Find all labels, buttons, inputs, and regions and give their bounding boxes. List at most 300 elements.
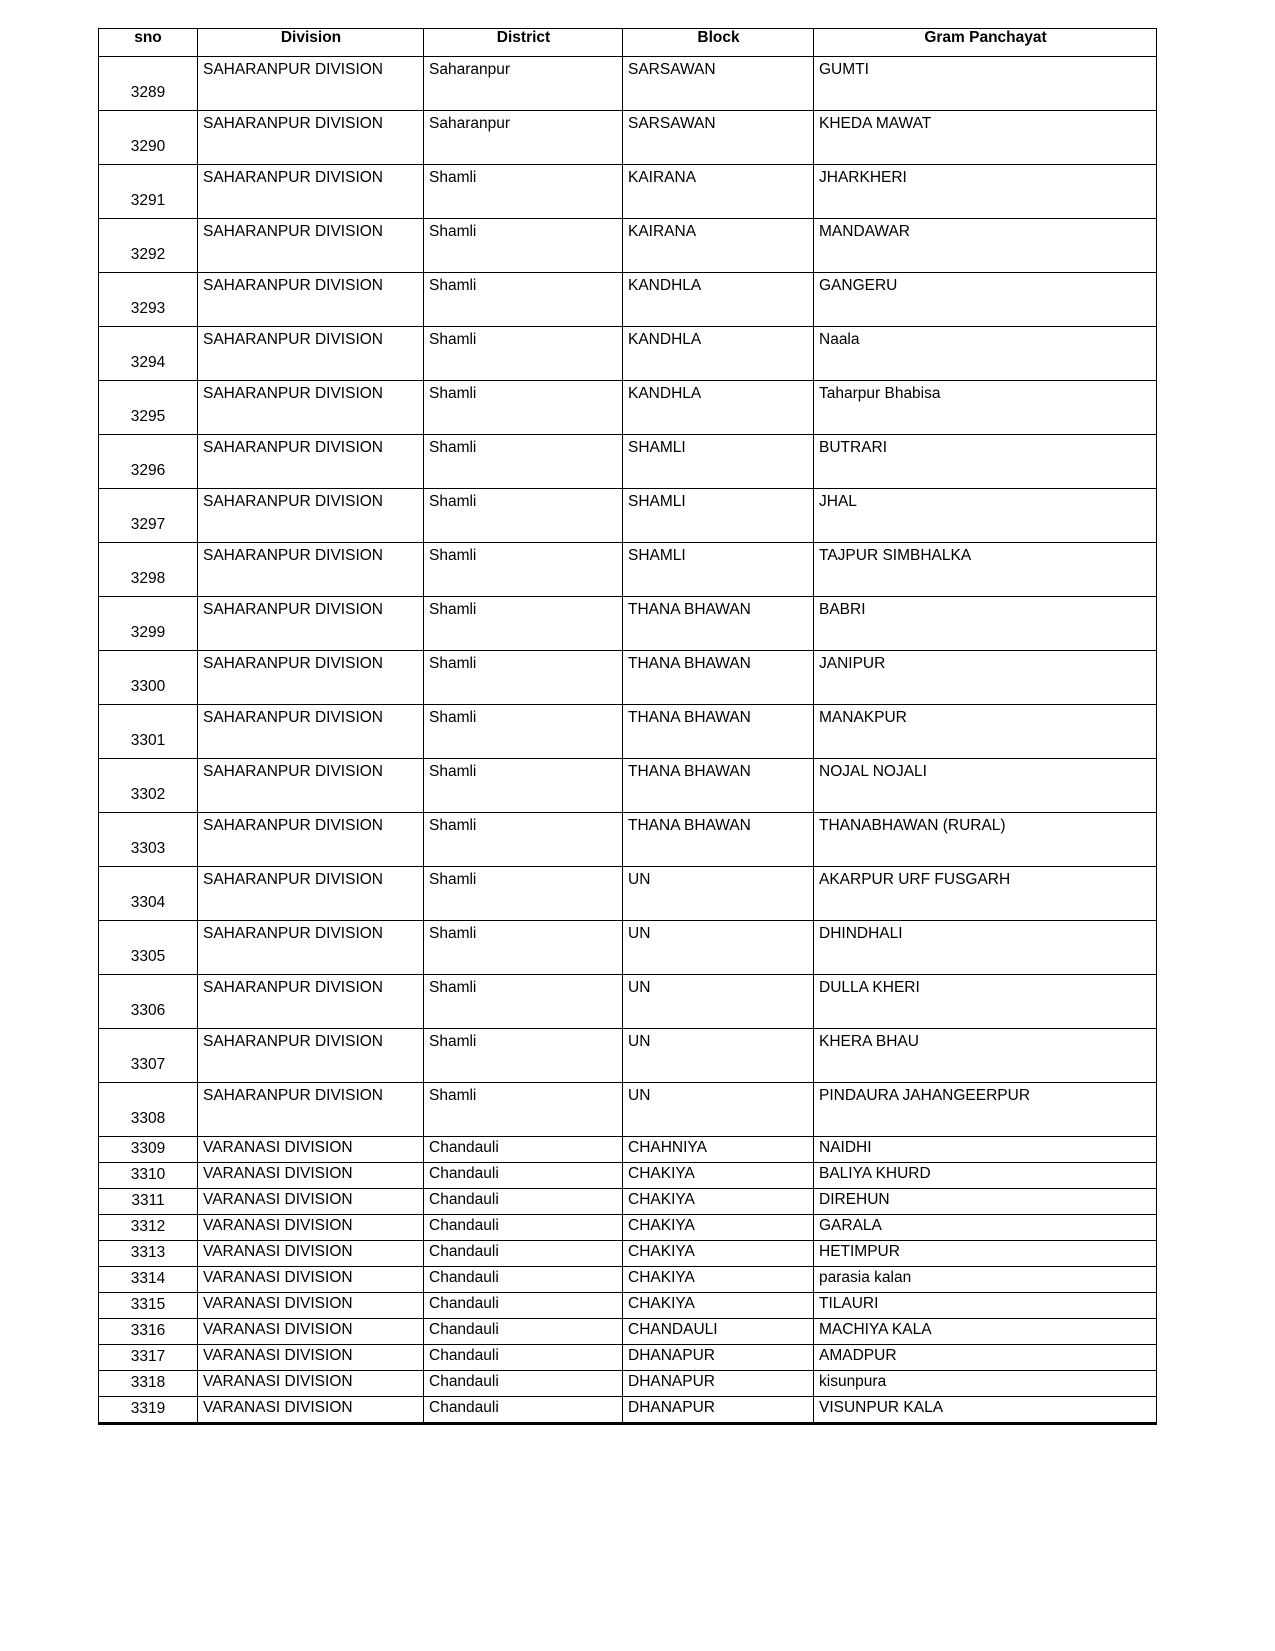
- table-row: [99, 597, 1157, 651]
- cell-block-text: DHANAPUR: [628, 1347, 715, 1364]
- table-body: [99, 57, 1157, 1424]
- cell-sno-text: 3312: [130, 1218, 166, 1236]
- table-row: [99, 1241, 1157, 1267]
- table-row: [99, 327, 1157, 381]
- cell-block: [623, 597, 814, 651]
- cell-district-text: Chandauli: [429, 1243, 499, 1260]
- cell-block: [623, 273, 814, 327]
- cell-division-text: SAHARANPUR DIVISION: [203, 925, 384, 942]
- cell-district-text: Chandauli: [429, 1347, 499, 1364]
- cell-block: [623, 489, 814, 543]
- cell-division-text: SAHARANPUR DIVISION: [203, 169, 384, 186]
- cell-gram-panchayat-text: MANDAWAR: [819, 223, 910, 240]
- cell-district: [424, 1137, 623, 1163]
- cell-division: [198, 867, 424, 921]
- cell-block: [623, 1267, 814, 1293]
- cell-block-text: CHANDAULI: [628, 1321, 718, 1338]
- table-row: [99, 759, 1157, 813]
- cell-sno: [99, 1189, 198, 1215]
- cell-division-text: SAHARANPUR DIVISION: [203, 763, 384, 780]
- cell-division: [198, 813, 424, 867]
- cell-gram-panchayat-text: VISUNPUR KALA: [819, 1399, 944, 1416]
- cell-gram-panchayat-text: GUMTI: [819, 61, 869, 78]
- table-row: [99, 1215, 1157, 1241]
- table-row: [99, 489, 1157, 543]
- cell-sno: [99, 921, 198, 975]
- cell-block: [623, 921, 814, 975]
- cell-sno-text: 3295: [130, 408, 166, 426]
- column-header-division-label: Division: [280, 29, 342, 46]
- cell-gram-panchayat-text: AMADPUR: [819, 1347, 897, 1364]
- cell-district-text: Chandauli: [429, 1321, 499, 1338]
- cell-gram-panchayat: [814, 1163, 1157, 1189]
- cell-district-text: Shamli: [429, 925, 477, 942]
- cell-sno-text: 3305: [130, 948, 166, 966]
- table-row: [99, 705, 1157, 759]
- cell-division-text: SAHARANPUR DIVISION: [203, 115, 384, 132]
- table-row: [99, 111, 1157, 165]
- cell-block-text: SARSAWAN: [628, 115, 716, 132]
- cell-district-text: Shamli: [429, 439, 477, 456]
- cell-division: [198, 921, 424, 975]
- cell-block-text: CHAKIYA: [628, 1269, 695, 1286]
- cell-gram-panchayat-text: parasia kalan: [819, 1269, 912, 1286]
- cell-gram-panchayat-text: MANAKPUR: [819, 709, 907, 726]
- cell-gram-panchayat-text: GANGERU: [819, 277, 898, 294]
- cell-district-text: Shamli: [429, 871, 477, 888]
- cell-district: [424, 1267, 623, 1293]
- column-header-sno-label: sno: [134, 29, 162, 46]
- cell-sno: [99, 1163, 198, 1189]
- cell-district-text: Chandauli: [429, 1139, 499, 1156]
- cell-gram-panchayat: [814, 1397, 1157, 1424]
- cell-gram-panchayat-text: kisunpura: [819, 1373, 887, 1390]
- cell-sno-text: 3309: [130, 1140, 166, 1158]
- cell-gram-panchayat: [814, 1267, 1157, 1293]
- cell-division: [198, 165, 424, 219]
- cell-division-text: VARANASI DIVISION: [203, 1347, 353, 1364]
- cell-gram-panchayat: [814, 435, 1157, 489]
- cell-district: [424, 57, 623, 111]
- cell-sno: [99, 1293, 198, 1319]
- cell-gram-panchayat: [814, 867, 1157, 921]
- cell-block-text: SHAMLI: [628, 547, 686, 564]
- cell-block: [623, 813, 814, 867]
- cell-district-text: Chandauli: [429, 1217, 499, 1234]
- column-header-division: [198, 29, 424, 57]
- cell-gram-panchayat-text: BABRI: [819, 601, 866, 618]
- cell-sno: [99, 165, 198, 219]
- cell-gram-panchayat: [814, 273, 1157, 327]
- cell-division: [198, 1293, 424, 1319]
- cell-sno-text: 3313: [130, 1244, 166, 1262]
- cell-district-text: Shamli: [429, 493, 477, 510]
- cell-district: [424, 111, 623, 165]
- cell-division: [198, 597, 424, 651]
- cell-gram-panchayat: [814, 1137, 1157, 1163]
- cell-gram-panchayat-text: BUTRARI: [819, 439, 888, 456]
- cell-block-text: CHAKIYA: [628, 1191, 695, 1208]
- cell-block-text: UN: [628, 871, 651, 888]
- cell-division-text: VARANASI DIVISION: [203, 1191, 353, 1208]
- cell-division-text: SAHARANPUR DIVISION: [203, 709, 384, 726]
- cell-sno: [99, 57, 198, 111]
- cell-gram-panchayat-text: JANIPUR: [819, 655, 886, 672]
- cell-division: [198, 219, 424, 273]
- table-row: [99, 435, 1157, 489]
- cell-sno-text: 3294: [130, 354, 166, 372]
- cell-sno-text: 3310: [130, 1166, 166, 1184]
- cell-block-text: KAIRANA: [628, 223, 697, 240]
- cell-division-text: SAHARANPUR DIVISION: [203, 655, 384, 672]
- cell-division: [198, 759, 424, 813]
- cell-block-text: SHAMLI: [628, 439, 686, 456]
- cell-sno: [99, 867, 198, 921]
- cell-gram-panchayat: [814, 165, 1157, 219]
- cell-division: [198, 273, 424, 327]
- cell-block: [623, 1215, 814, 1241]
- cell-district: [424, 651, 623, 705]
- cell-block: [623, 759, 814, 813]
- cell-district-text: Shamli: [429, 601, 477, 618]
- table-row: [99, 1371, 1157, 1397]
- table-row: [99, 165, 1157, 219]
- cell-district-text: Chandauli: [429, 1295, 499, 1312]
- table-row: [99, 219, 1157, 273]
- table-row: [99, 1083, 1157, 1137]
- cell-sno-text: 3314: [130, 1270, 166, 1288]
- table-row: [99, 867, 1157, 921]
- cell-sno-text: 3307: [130, 1056, 166, 1074]
- cell-gram-panchayat: [814, 921, 1157, 975]
- cell-sno: [99, 111, 198, 165]
- cell-block-text: CHAKIYA: [628, 1165, 695, 1182]
- cell-division-text: VARANASI DIVISION: [203, 1165, 353, 1182]
- cell-district-text: Shamli: [429, 655, 477, 672]
- cell-block: [623, 1319, 814, 1345]
- table-row: [99, 1137, 1157, 1163]
- cell-district: [424, 705, 623, 759]
- table-row: [99, 57, 1157, 111]
- cell-block-text: CHAKIYA: [628, 1217, 695, 1234]
- cell-division-text: SAHARANPUR DIVISION: [203, 601, 384, 618]
- cell-district-text: Shamli: [429, 547, 477, 564]
- cell-division: [198, 1029, 424, 1083]
- cell-gram-panchayat-text: MACHIYA KALA: [819, 1321, 932, 1338]
- cell-sno-text: 3316: [130, 1322, 166, 1340]
- cell-block-text: UN: [628, 979, 651, 996]
- cell-block-text: KANDHLA: [628, 385, 702, 402]
- cell-block: [623, 1371, 814, 1397]
- column-header-district-label: District: [496, 29, 551, 46]
- cell-block-text: CHAHNIYA: [628, 1139, 707, 1156]
- cell-gram-panchayat: [814, 543, 1157, 597]
- cell-block: [623, 975, 814, 1029]
- cell-division: [198, 543, 424, 597]
- cell-gram-panchayat: [814, 57, 1157, 111]
- cell-gram-panchayat-text: KHERA BHAU: [819, 1033, 919, 1050]
- cell-sno: [99, 273, 198, 327]
- cell-division: [198, 1137, 424, 1163]
- cell-block: [623, 1397, 814, 1424]
- cell-sno: [99, 1029, 198, 1083]
- cell-block-text: THANA BHAWAN: [628, 709, 751, 726]
- cell-district: [424, 543, 623, 597]
- column-header-block-label: Block: [697, 29, 740, 46]
- cell-block: [623, 543, 814, 597]
- cell-gram-panchayat: [814, 1371, 1157, 1397]
- cell-gram-panchayat-text: HETIMPUR: [819, 1243, 900, 1260]
- cell-district-text: Shamli: [429, 763, 477, 780]
- cell-sno-text: 3297: [130, 516, 166, 534]
- cell-sno: [99, 975, 198, 1029]
- cell-block: [623, 381, 814, 435]
- table-row: [99, 273, 1157, 327]
- cell-gram-panchayat-text: GARALA: [819, 1217, 882, 1234]
- cell-block: [623, 435, 814, 489]
- cell-district: [424, 759, 623, 813]
- cell-district: [424, 165, 623, 219]
- cell-division: [198, 435, 424, 489]
- cell-gram-panchayat: [814, 1029, 1157, 1083]
- table-row: [99, 1319, 1157, 1345]
- cell-district-text: Shamli: [429, 1087, 477, 1104]
- cell-division: [198, 381, 424, 435]
- cell-division-text: SAHARANPUR DIVISION: [203, 61, 384, 78]
- cell-sno: [99, 705, 198, 759]
- column-header-gram-panchayat: [814, 29, 1157, 57]
- cell-district-text: Shamli: [429, 1033, 477, 1050]
- cell-sno-text: 3302: [130, 786, 166, 804]
- cell-division-text: SAHARANPUR DIVISION: [203, 439, 384, 456]
- cell-block: [623, 1345, 814, 1371]
- cell-gram-panchayat-text: DIREHUN: [819, 1191, 890, 1208]
- cell-sno-text: 3291: [130, 192, 166, 210]
- cell-block: [623, 1083, 814, 1137]
- cell-sno: [99, 1241, 198, 1267]
- cell-gram-panchayat: [814, 489, 1157, 543]
- cell-district: [424, 1397, 623, 1424]
- cell-division: [198, 489, 424, 543]
- cell-district: [424, 597, 623, 651]
- cell-district: [424, 1345, 623, 1371]
- table-row: [99, 381, 1157, 435]
- cell-block: [623, 1293, 814, 1319]
- cell-sno-text: 3317: [130, 1348, 166, 1366]
- cell-division: [198, 1189, 424, 1215]
- table-header-row: [99, 29, 1157, 57]
- cell-district: [424, 1241, 623, 1267]
- cell-block-text: CHAKIYA: [628, 1295, 695, 1312]
- cell-district-text: Chandauli: [429, 1269, 499, 1286]
- cell-division-text: SAHARANPUR DIVISION: [203, 223, 384, 240]
- cell-division-text: SAHARANPUR DIVISION: [203, 871, 384, 888]
- cell-gram-panchayat: [814, 813, 1157, 867]
- cell-gram-panchayat: [814, 1241, 1157, 1267]
- cell-sno: [99, 651, 198, 705]
- cell-sno: [99, 1319, 198, 1345]
- cell-gram-panchayat: [814, 1215, 1157, 1241]
- cell-block-text: DHANAPUR: [628, 1373, 715, 1390]
- cell-sno-text: 3311: [131, 1192, 165, 1210]
- table-header: [99, 29, 1157, 57]
- cell-gram-panchayat-text: AKARPUR URF FUSGARH: [819, 871, 1011, 888]
- cell-sno-text: 3298: [130, 570, 166, 588]
- cell-division: [198, 1371, 424, 1397]
- cell-gram-panchayat: [814, 327, 1157, 381]
- cell-gram-panchayat: [814, 111, 1157, 165]
- cell-gram-panchayat-text: NAIDHI: [819, 1139, 872, 1156]
- cell-block: [623, 219, 814, 273]
- cell-district: [424, 273, 623, 327]
- cell-district: [424, 1083, 623, 1137]
- cell-block-text: SARSAWAN: [628, 61, 716, 78]
- cell-division: [198, 111, 424, 165]
- cell-sno: [99, 327, 198, 381]
- cell-block-text: KANDHLA: [628, 331, 702, 348]
- cell-block: [623, 1241, 814, 1267]
- cell-sno-text: 3292: [130, 246, 166, 264]
- column-header-gram-panchayat-label: Gram Panchayat: [924, 29, 1047, 46]
- cell-division: [198, 1163, 424, 1189]
- cell-district-text: Shamli: [429, 331, 477, 348]
- cell-sno-text: 3308: [130, 1110, 166, 1128]
- cell-block-text: THANA BHAWAN: [628, 817, 751, 834]
- cell-gram-panchayat-text: JHAL: [819, 493, 857, 510]
- cell-sno-text: 3303: [130, 840, 166, 858]
- cell-sno: [99, 1371, 198, 1397]
- cell-district: [424, 1163, 623, 1189]
- cell-sno: [99, 1345, 198, 1371]
- cell-division: [198, 1345, 424, 1371]
- cell-gram-panchayat: [814, 651, 1157, 705]
- cell-sno-text: 3296: [130, 462, 166, 480]
- cell-sno-text: 3319: [130, 1400, 166, 1418]
- cell-district: [424, 1293, 623, 1319]
- cell-division-text: SAHARANPUR DIVISION: [203, 385, 384, 402]
- cell-gram-panchayat-text: PINDAURA JAHANGEERPUR: [819, 1087, 1031, 1104]
- cell-division: [198, 705, 424, 759]
- cell-district: [424, 867, 623, 921]
- cell-district: [424, 975, 623, 1029]
- cell-sno-text: 3318: [130, 1374, 166, 1392]
- cell-district: [424, 489, 623, 543]
- cell-division-text: VARANASI DIVISION: [203, 1243, 353, 1260]
- cell-block: [623, 111, 814, 165]
- cell-gram-panchayat-text: Naala: [819, 331, 860, 348]
- cell-district-text: Shamli: [429, 385, 477, 402]
- table-row: [99, 1267, 1157, 1293]
- cell-district-text: Chandauli: [429, 1399, 499, 1416]
- cell-gram-panchayat-text: KHEDA MAWAT: [819, 115, 932, 132]
- column-header-district: [424, 29, 623, 57]
- cell-division-text: SAHARANPUR DIVISION: [203, 1087, 384, 1104]
- gram-panchayat-table-wrapper: [98, 28, 1156, 1425]
- cell-block-text: SHAMLI: [628, 493, 686, 510]
- gram-panchayat-table: [98, 28, 1157, 1425]
- cell-sno: [99, 219, 198, 273]
- cell-division-text: VARANASI DIVISION: [203, 1295, 353, 1312]
- cell-district-text: Shamli: [429, 817, 477, 834]
- cell-block: [623, 1163, 814, 1189]
- cell-gram-panchayat: [814, 1319, 1157, 1345]
- cell-block-text: KAIRANA: [628, 169, 697, 186]
- cell-sno: [99, 813, 198, 867]
- cell-block: [623, 651, 814, 705]
- cell-district: [424, 219, 623, 273]
- table-row: [99, 975, 1157, 1029]
- cell-division: [198, 1267, 424, 1293]
- cell-division-text: SAHARANPUR DIVISION: [203, 493, 384, 510]
- cell-district: [424, 327, 623, 381]
- cell-sno: [99, 1267, 198, 1293]
- cell-block-text: UN: [628, 925, 651, 942]
- cell-gram-panchayat: [814, 705, 1157, 759]
- cell-sno-text: 3315: [130, 1296, 166, 1314]
- cell-district-text: Chandauli: [429, 1165, 499, 1182]
- cell-gram-panchayat: [814, 381, 1157, 435]
- cell-sno-text: 3289: [130, 84, 166, 102]
- cell-district: [424, 1189, 623, 1215]
- cell-division-text: SAHARANPUR DIVISION: [203, 547, 384, 564]
- column-header-sno: [99, 29, 198, 57]
- cell-block: [623, 867, 814, 921]
- cell-sno: [99, 543, 198, 597]
- table-row: [99, 543, 1157, 597]
- cell-gram-panchayat-text: DHINDHALI: [819, 925, 903, 942]
- cell-block-text: CHAKIYA: [628, 1243, 695, 1260]
- cell-gram-panchayat-text: DULLA KHERI: [819, 979, 920, 996]
- cell-district-text: Shamli: [429, 223, 477, 240]
- cell-division-text: SAHARANPUR DIVISION: [203, 277, 384, 294]
- cell-district: [424, 1371, 623, 1397]
- cell-division-text: SAHARANPUR DIVISION: [203, 817, 384, 834]
- cell-block: [623, 57, 814, 111]
- cell-block-text: DHANAPUR: [628, 1399, 715, 1416]
- cell-sno: [99, 489, 198, 543]
- cell-block: [623, 1189, 814, 1215]
- cell-division: [198, 327, 424, 381]
- cell-district: [424, 813, 623, 867]
- cell-sno-text: 3301: [130, 732, 166, 750]
- table-row: [99, 921, 1157, 975]
- cell-gram-panchayat: [814, 219, 1157, 273]
- cell-sno-text: 3299: [130, 624, 166, 642]
- cell-gram-panchayat: [814, 1293, 1157, 1319]
- cell-district-text: Shamli: [429, 277, 477, 294]
- cell-division-text: VARANASI DIVISION: [203, 1373, 353, 1390]
- cell-division-text: SAHARANPUR DIVISION: [203, 331, 384, 348]
- cell-sno: [99, 381, 198, 435]
- table-row: [99, 1397, 1157, 1424]
- cell-district: [424, 1319, 623, 1345]
- cell-block: [623, 705, 814, 759]
- cell-sno-text: 3290: [130, 138, 166, 156]
- cell-division-text: VARANASI DIVISION: [203, 1217, 353, 1234]
- table-row: [99, 1029, 1157, 1083]
- cell-sno: [99, 759, 198, 813]
- cell-district-text: Shamli: [429, 979, 477, 996]
- cell-gram-panchayat-text: TAJPUR SIMBHALKA: [819, 547, 972, 564]
- cell-division-text: SAHARANPUR DIVISION: [203, 979, 384, 996]
- cell-district-text: Shamli: [429, 709, 477, 726]
- cell-gram-panchayat-text: THANABHAWAN (RURAL): [819, 817, 1006, 834]
- cell-division: [198, 1319, 424, 1345]
- cell-gram-panchayat: [814, 759, 1157, 813]
- cell-division-text: SAHARANPUR DIVISION: [203, 1033, 384, 1050]
- cell-sno: [99, 1397, 198, 1424]
- cell-block: [623, 1029, 814, 1083]
